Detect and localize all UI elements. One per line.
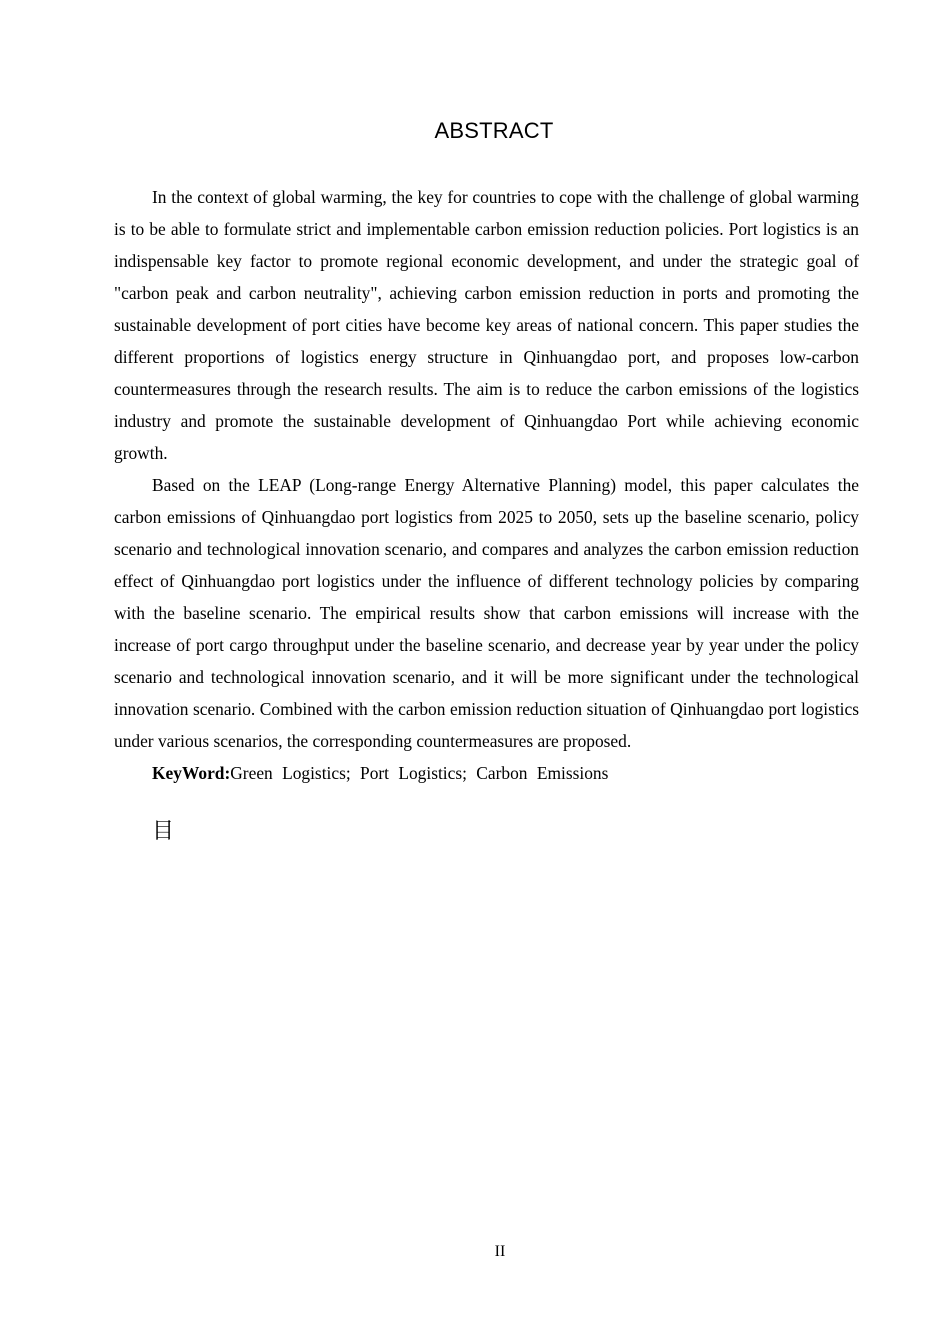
abstract-title: ABSTRACT xyxy=(434,118,554,143)
keywords-value: Green Logistics; Port Logistics; Carbon Emissions xyxy=(230,763,609,783)
page-number: II xyxy=(494,1243,506,1260)
abstract-body xyxy=(114,181,859,789)
abstract-paragraph-1: In the context of global warming, the key for countries to cope with the challenge of global warming is to be able to formulate strict and implementable carbon emission reduction policies. Port logistics is an indispensable key factor to promote regional economic development, and under the strategic goal of "carbon peak and carbon neutrality", achieving carbon emission reduction in ports and promoting the sustainable development of port cities have become key areas of national concern. This paper studies the different proportions of logistics energy structure in Qinhuangdao port, and proposes low-carbon countermeasures through the research results. The aim is to reduce the carbon emissions of the logistics industry and promote the sustainable development of Qinhuangdao Port while achieving economic growth. xyxy=(114,187,859,463)
keywords-label: KeyWord: xyxy=(152,763,231,783)
abstract-paragraph-2: Based on the LEAP (Long-range Energy Alternative Planning) model, this paper calculates the carbon emissions of Qinhuangdao port logistics from 2025 to 2050, sets up the baseline scenario, policy scenario and technological innovation scenario, and compares and analyzes the carbon emission reduction effect of Qinhuangdao port logistics under the influence of different technology policies by comparing with the baseline scenario. The empirical results show that carbon emissions will increase with the increase of port cargo throughput under the baseline scenario, and decrease year by year under the policy scenario and technological innovation scenario, and it will be more significant under the technological innovation scenario. Combined with the carbon emission reduction situation of Qinhuangdao port logistics under various scenarios, the corresponding countermeasures are proposed. xyxy=(114,475,859,751)
stray-cjk-character: 目 xyxy=(152,819,175,844)
keywords-line xyxy=(114,757,859,789)
